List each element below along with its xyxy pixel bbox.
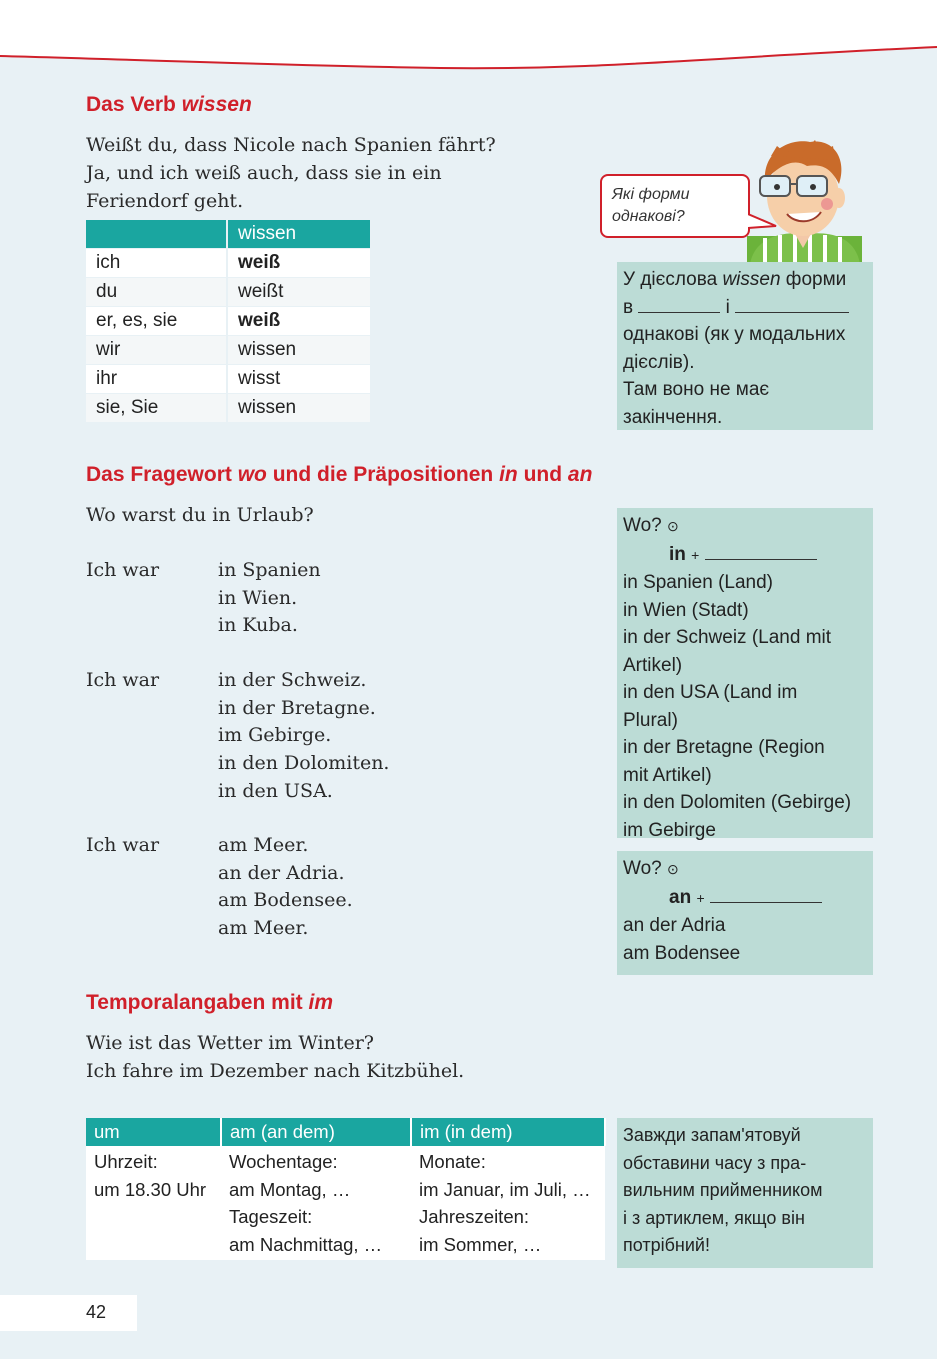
location-target-icon: ⊙	[667, 518, 679, 534]
table-header-row	[86, 1118, 605, 1146]
wissen-note-box	[617, 262, 873, 430]
note-text: форми	[780, 269, 847, 290]
box-question: Wo?	[623, 858, 662, 879]
group-label: Ich war	[86, 834, 160, 856]
example-sentence: Feriendorf geht.	[86, 190, 244, 212]
table-row	[86, 307, 370, 336]
example-line: in den Dolomiten.	[218, 752, 390, 774]
box-line: im Gebirge	[623, 819, 716, 841]
note-text: однакові (як у модальних	[623, 324, 846, 345]
table-row	[86, 336, 370, 365]
box-line: in der Schweiz (Land mit	[623, 627, 832, 648]
verb-form-cell: weißt	[227, 278, 370, 307]
table-row	[86, 278, 370, 307]
group-label: Ich war	[86, 669, 160, 691]
table-cell: Monate: im Januar, im Juli, … Jahreszeiten: im Sommer, …	[411, 1146, 605, 1260]
fill-in-blank	[705, 545, 817, 560]
note-text: У дієслова	[623, 269, 723, 290]
group-label: Ich war	[86, 559, 160, 581]
section-heading-wo: Das Fragewort wo und die Präpositionen in und an	[86, 463, 593, 486]
pronoun-cell: ihr	[86, 365, 227, 394]
table-row	[86, 1146, 605, 1260]
verb-form-cell: weiß	[227, 249, 370, 278]
example-line: am Bodensee.	[218, 889, 353, 911]
temporal-table	[86, 1118, 606, 1260]
section-heading-wissen: Das Verb wissen	[86, 93, 252, 116]
example-sentence: Weißt du, dass Nicole nach Spanien fährt?	[86, 134, 496, 156]
box-line: an der Adria	[623, 915, 726, 936]
example-line: am Meer.	[218, 917, 309, 939]
section-heading-temporal: Temporalangaben mit im	[86, 991, 333, 1014]
example-sentence: Ja, und ich weiß auch, dass sie in ein	[86, 162, 442, 184]
note-text: в	[623, 296, 634, 318]
fill-in-blank	[638, 298, 720, 313]
pronoun-cell: wir	[86, 336, 227, 365]
note-text: Там воно не має	[623, 379, 770, 400]
example-line: am Meer.	[218, 834, 309, 856]
note-text: обставини часу з пра-	[623, 1152, 807, 1173]
fill-in-blank	[735, 298, 849, 313]
example-line: an der Adria.	[218, 862, 345, 884]
example-line: in Wien.	[218, 587, 298, 609]
box-line: in Spanien (Land)	[623, 572, 773, 593]
verb-form-cell: wisst	[227, 365, 370, 394]
temporal-note-box	[617, 1118, 873, 1268]
page-number: 42	[86, 1302, 107, 1322]
preposition-in-box	[617, 508, 873, 841]
box-line: Artikel)	[623, 654, 683, 676]
example-line: in den USA.	[218, 780, 333, 802]
speech-bubble-line: однакові?	[612, 208, 685, 225]
table-cell: Uhrzeit: um 18.30 Uhr	[86, 1146, 221, 1260]
example-sentence: Wie ist das Wetter im Winter?	[86, 1032, 374, 1054]
table-row	[86, 394, 370, 423]
plus-sign: +	[696, 889, 705, 906]
preposition-label: an	[669, 886, 692, 908]
box-line: Plural)	[623, 709, 678, 731]
note-text: і	[725, 296, 730, 318]
note-text: дієслів).	[623, 351, 695, 373]
table-header-cell: im (in dem)	[411, 1118, 605, 1146]
table-header-cell: um	[86, 1118, 221, 1146]
speech-bubble-tail	[748, 212, 778, 232]
note-text: потрібний!	[623, 1235, 710, 1255]
example-line: in der Schweiz.	[218, 669, 367, 691]
table-header-cell: am (an dem)	[221, 1118, 411, 1146]
note-text: і з артиклем, якщо він	[623, 1207, 805, 1228]
table-header-row	[86, 220, 370, 249]
box-line: mit Artikel)	[623, 764, 712, 786]
verb-form-cell: wissen	[227, 394, 370, 423]
note-text: вильним прийменником	[623, 1180, 823, 1200]
pronoun-cell: er, es, sie	[86, 307, 227, 336]
example-line: in der Bretagne.	[218, 697, 376, 719]
table-header-cell	[86, 220, 227, 249]
question-text: Wo warst du in Urlaub?	[86, 504, 314, 526]
speech-bubble	[600, 174, 750, 238]
note-text: Завжди запам'ятовуй	[623, 1125, 801, 1145]
box-line: am Bodensee	[623, 942, 741, 964]
preposition-an-box	[617, 851, 873, 975]
box-question: Wo?	[623, 515, 662, 536]
example-line: in Kuba.	[218, 614, 298, 636]
page-number-tab	[0, 1295, 137, 1331]
box-line: in Wien (Stadt)	[623, 599, 749, 621]
box-line: in der Bretagne (Region	[623, 737, 825, 758]
fill-in-blank	[710, 888, 822, 903]
plus-sign: +	[691, 546, 700, 563]
example-line: in Spanien	[218, 559, 321, 581]
note-italic: wissen	[722, 269, 781, 290]
example-sentence: Ich fahre im Dezember nach Kitzbühel.	[86, 1060, 465, 1082]
header-band	[0, 0, 937, 75]
box-line: in den Dolomiten (Gebirge)	[623, 792, 852, 813]
location-target-icon: ⊙	[667, 861, 679, 877]
note-text: закінчення.	[623, 406, 723, 428]
table-cell: Wochentage: am Montag, … Tageszeit: am Nachmittag, …	[221, 1146, 411, 1260]
preposition-label: in	[669, 543, 686, 565]
wissen-conjugation-table	[86, 220, 370, 423]
pronoun-cell: ich	[86, 249, 227, 278]
pronoun-cell: du	[86, 278, 227, 307]
speech-bubble-line: Які форми	[612, 186, 690, 203]
student-illustration	[735, 136, 870, 264]
table-header-cell: wissen	[227, 220, 370, 249]
pronoun-cell: sie, Sie	[86, 394, 227, 423]
table-row	[86, 365, 370, 394]
example-line: im Gebirge.	[218, 724, 332, 746]
table-row	[86, 249, 370, 278]
verb-form-cell: wissen	[227, 336, 370, 365]
verb-form-cell: weiß	[227, 307, 370, 336]
box-line: in den USA (Land im	[623, 682, 798, 703]
